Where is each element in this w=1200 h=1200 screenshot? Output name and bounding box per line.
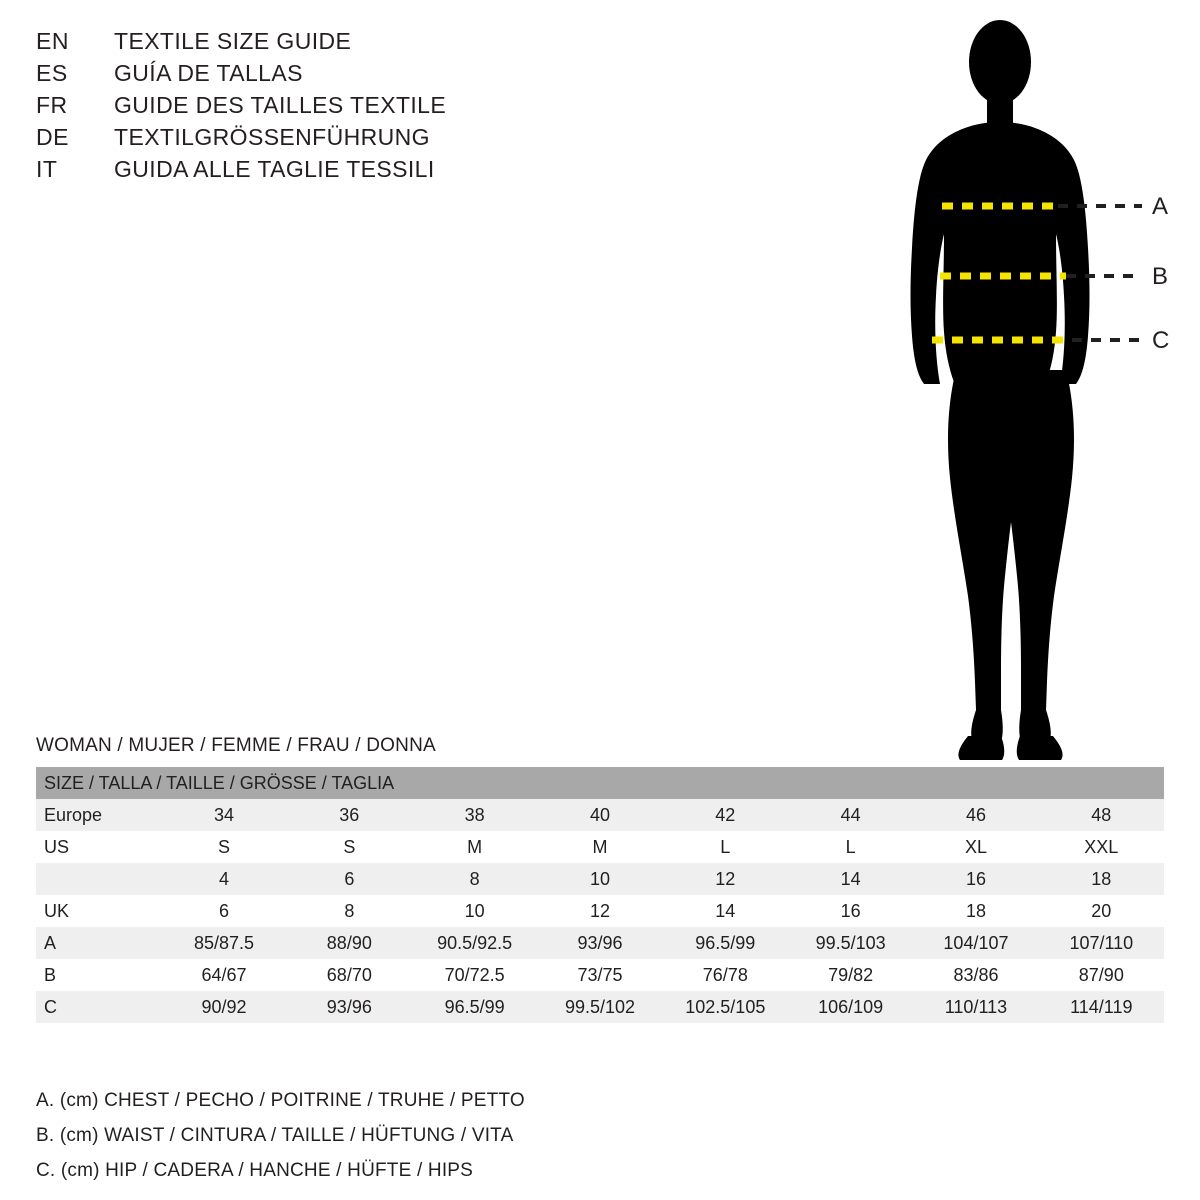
table-cell: 106/109	[818, 996, 884, 1017]
table-cell: 93/96	[326, 996, 372, 1017]
table-cell: 102.5/105	[685, 996, 766, 1017]
table-cell: 18	[1091, 868, 1112, 889]
measure-label-a: A	[1152, 193, 1169, 220]
table-cell: 83/86	[953, 964, 999, 985]
table-cell: 88/90	[326, 932, 372, 953]
table-row	[36, 991, 1164, 1023]
table-cell: 16	[965, 868, 986, 889]
table-cell: 10	[464, 900, 485, 921]
table-cell: S	[217, 836, 230, 857]
table-cell: 36	[339, 804, 360, 825]
table-cell: 73/75	[577, 964, 623, 985]
table-row	[36, 895, 1164, 927]
title-text: TEXTILE SIZE GUIDE	[114, 28, 352, 54]
title-row	[36, 92, 656, 124]
title-text: GUIDE DES TAILLES TEXTILE	[114, 92, 447, 118]
title-language-code: EN	[36, 28, 69, 54]
title-text: TEXTILGRÖSSENFÜHRUNG	[114, 124, 430, 150]
table-cell: 99.5/102	[564, 996, 636, 1017]
table-cell: 8	[469, 868, 480, 889]
table-cell: 18	[965, 900, 986, 921]
table-cell: L	[845, 836, 856, 857]
table-row	[36, 799, 1164, 831]
table-cell: 110/113	[944, 996, 1008, 1017]
title-text: GUÍA DE TALLAS	[114, 60, 303, 86]
figure-block	[860, 10, 1190, 770]
table-cell: 20	[1091, 900, 1112, 921]
table-cell: 42	[715, 804, 736, 825]
table-row	[36, 831, 1164, 863]
row-label: A	[44, 932, 57, 953]
table-cell: 38	[464, 804, 485, 825]
measure-label-b: B	[1152, 263, 1169, 290]
table-cell: 12	[715, 868, 736, 889]
row-label: Europe	[44, 804, 103, 825]
table-cell: 44	[840, 804, 861, 825]
table-row	[36, 959, 1164, 991]
table-cell: M	[467, 836, 483, 857]
legend-line-chest: A. (cm) CHEST / PECHO / POITRINE / TRUHE / PETTO	[36, 1090, 525, 1111]
title-text: GUIDA ALLE TAGLIE TESSILI	[114, 156, 435, 182]
table-cell: 87/90	[1078, 964, 1124, 985]
table-row	[36, 863, 1164, 895]
title-row	[36, 60, 656, 92]
table-group-label: WOMAN / MUJER / FEMME / FRAU / DONNA	[36, 735, 436, 756]
table-header-row	[36, 767, 1164, 799]
title-language-code: IT	[36, 156, 58, 182]
table-cell: L	[720, 836, 731, 857]
legend-block	[36, 1090, 736, 1195]
table-row	[36, 927, 1164, 959]
row-label: UK	[44, 900, 70, 921]
table-cell: 96.5/99	[444, 996, 505, 1017]
title-row	[36, 124, 656, 156]
table-cell: 8	[344, 900, 355, 921]
table-cell: XL	[964, 836, 987, 857]
table-cell: 107/110	[1069, 932, 1134, 953]
table-cell: 114/119	[1070, 996, 1133, 1017]
table-header-label: SIZE / TALLA / TAILLE / GRÖSSE / TAGLIA	[44, 772, 395, 793]
table-cell: 6	[218, 900, 229, 921]
size-table-block	[36, 735, 1164, 1023]
legend-line-waist: B. (cm) WAIST / CINTURA / TAILLE / HÜFTUNG / VITA	[36, 1125, 514, 1146]
table-cell: 34	[213, 804, 234, 825]
table-cell: 4	[218, 868, 229, 889]
table-cell: 48	[1091, 804, 1112, 825]
title-language-code: ES	[36, 60, 68, 86]
table-cell: 90/92	[201, 996, 247, 1017]
row-label: US	[44, 836, 70, 857]
table-cell: 14	[840, 868, 861, 889]
table-cell: S	[343, 836, 356, 857]
table-cell: 10	[589, 868, 610, 889]
size-table	[36, 767, 1164, 1023]
table-cell: 64/67	[201, 964, 247, 985]
table-cell: M	[592, 836, 608, 857]
table-cell: 12	[589, 900, 610, 921]
table-cell: 90.5/92.5	[437, 932, 513, 953]
title-row	[36, 28, 656, 60]
title-language-code: DE	[36, 124, 69, 150]
table-cell: 40	[589, 804, 610, 825]
table-cell: 79/82	[828, 964, 874, 985]
table-cell: 96.5/99	[695, 932, 756, 953]
table-cell: 93/96	[577, 932, 623, 953]
row-label: B	[44, 964, 57, 985]
row-label: C	[44, 996, 57, 1017]
table-cell: 70/72.5	[444, 964, 505, 985]
title-language-code: FR	[36, 92, 68, 118]
measure-label-c: C	[1152, 327, 1170, 354]
title-block	[36, 28, 656, 188]
table-cell: XXL	[1084, 836, 1119, 857]
table-cell: 76/78	[702, 964, 748, 985]
table-cell: 14	[715, 900, 736, 921]
table-cell: 46	[965, 804, 986, 825]
table-cell: 16	[840, 900, 861, 921]
female-silhouette-icon	[860, 10, 1190, 770]
table-cell: 85/87.5	[193, 932, 255, 953]
table-cell: 104/107	[943, 932, 1009, 953]
table-cell: 99.5/103	[815, 932, 886, 953]
table-cell: 6	[344, 868, 355, 889]
title-row	[36, 156, 656, 188]
table-cell: 68/70	[326, 964, 372, 985]
row-label	[36, 863, 161, 895]
legend-line-hip: C. (cm) HIP / CADERA / HANCHE / HÜFTE / HIPS	[36, 1160, 474, 1181]
